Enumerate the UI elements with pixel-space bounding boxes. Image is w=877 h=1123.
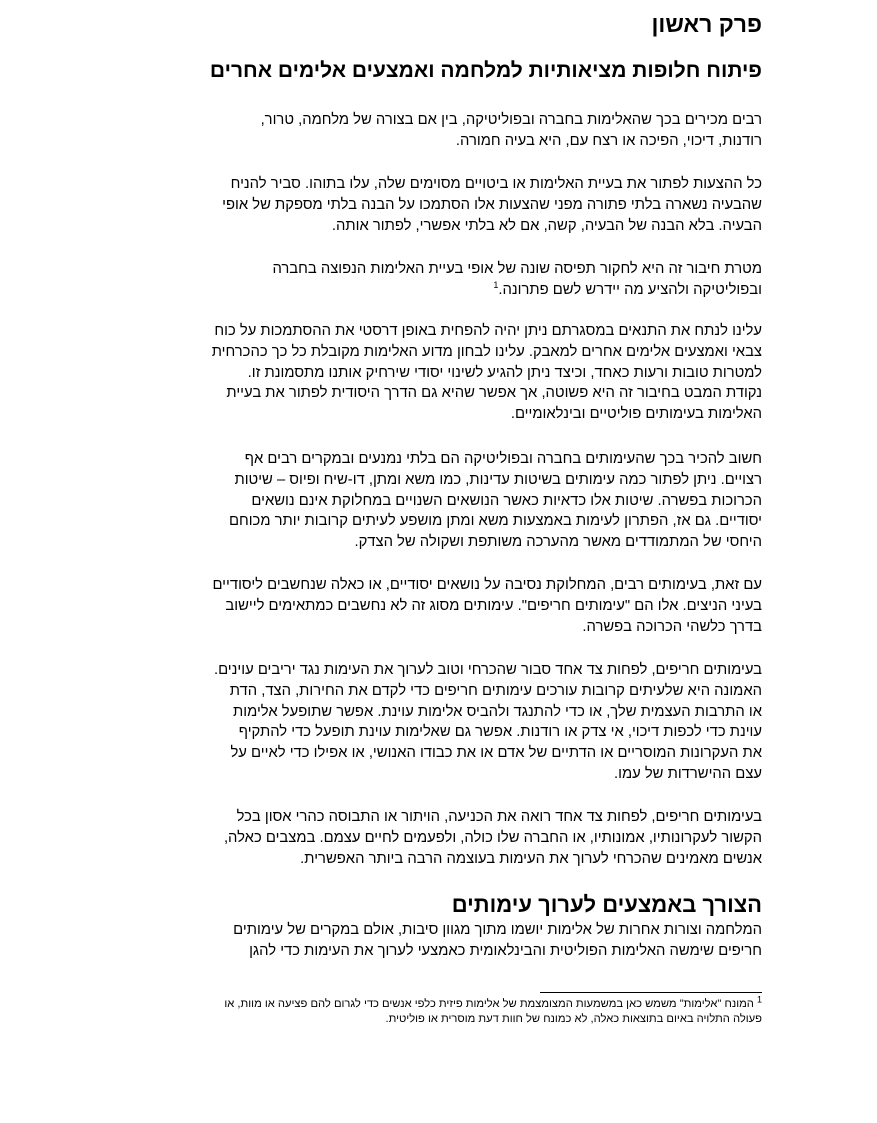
paragraph-line: אנשים מאמינים שהכרחי לערוך את העימות בעוצמה הרבה ביותר האפשרית. bbox=[300, 850, 762, 867]
paragraph-line: בעימותים חריפים, לפחות צד אחד רואה את הכניעה, הויתור או התבוסה כהרי אסון בכל bbox=[236, 809, 762, 825]
paragraph-line: האמונה היא שלעיתים קרובות עורכים עימותים חריפים כדי לקדם את החירות, הצד, הדת bbox=[229, 682, 762, 699]
paragraph-line: עלינו לנתח את התנאים במסגרתם ניתן יהיה להפחית באופן דרסטי את ההסתמכות על כוח bbox=[214, 323, 762, 339]
paragraph-line-text: ובפוליטיקה ולהציע מה יידרש לשם פתרונה. bbox=[498, 281, 762, 298]
chapter-label: פרק ראשון bbox=[651, 11, 762, 37]
footnote-separator bbox=[540, 992, 762, 993]
paragraph-2 bbox=[117, 174, 762, 236]
paragraph-8 bbox=[117, 807, 762, 869]
paragraph-4 bbox=[117, 321, 762, 425]
section-paragraph bbox=[117, 920, 762, 962]
paragraph-line: האלימות בעימותים פוליטיים ובינלאומיים. bbox=[510, 406, 762, 423]
paragraph-line bbox=[117, 280, 762, 301]
paragraph-line: צבאי ואמצעים אלימים אחרים למאבק. עלינו לבחון מדוע האלימות מקובלת כל כך כהכרחית bbox=[211, 343, 762, 360]
paragraph-3 bbox=[117, 259, 762, 301]
paragraph-line: היחסי של המתמודדים מאשר מהערכה משותפת ושקולה של הצדק. bbox=[354, 534, 762, 551]
paragraph-line: את העקרונות המוסריים או הדתיים של אדם או את כבודו האנושי, או אפילו כדי לאיים על bbox=[230, 745, 762, 762]
paragraph-7 bbox=[117, 660, 762, 785]
paragraph-line: רצויים. ניתן לפתור כמה עימותים בשיטות עדינות, כמו משא ומתן, דו-שיח ופיוס – שיטות bbox=[234, 471, 762, 488]
paragraph-line: רבים מכירים בכך שהאלימות בחברה ובפוליטיקה, בין אם בצורה של מלחמה, טרור, bbox=[260, 112, 762, 128]
paragraph-1 bbox=[117, 110, 762, 152]
footnote-reference: 1 bbox=[493, 279, 499, 290]
paragraph-line: כל ההצעות לפתור את בעיית האלימות או ביטויים מסוימים שלה, עלו בתוהו. סביר להניח bbox=[230, 176, 762, 192]
paragraph-line: או התרבות העצמית שלך, או כדי להתנגד ולהביס אלימות עוינת. אפשר שתופעל אלימות bbox=[233, 703, 762, 720]
footnote-line bbox=[122, 994, 762, 1012]
paragraph-line: רודנות, דיכוי, הפיכה או רצח עם, היא בעיה חמורה. bbox=[455, 132, 762, 149]
paragraph-line: חשוב להכיר בכך שהעימותים בחברה ובפוליטיקה הם בלתי נמנעים ובמקרים רבים אף bbox=[244, 451, 762, 467]
paragraph-line: עם זאת, בעימותים רבים, המחלוקת נסיבה על נושאים יסודיים, או כאלה שנחשבים ליסודיים bbox=[212, 577, 762, 593]
paragraph-line: עצם ההישרדות של עמו. bbox=[614, 765, 762, 782]
paragraph-line: למטרות טובות ורעות כאחד, וכיצד ניתן להגיע לשינוי יסודי שירחיק אותנו מתסמונת זו. bbox=[247, 364, 762, 381]
paragraph-line: עוינת כדי לכפות דיכוי, אי צדק או רודנות. אפשר גם שאלימות עוינת תופעל כדי להתקיף bbox=[238, 724, 762, 741]
paragraph-line: יסודיים. גם אז, הפתרון לעימות באמצעות משא ומתן מושפע לעיתים קרובות יותר מכוחם bbox=[228, 513, 762, 530]
paragraph-5 bbox=[117, 449, 762, 553]
paragraph-6 bbox=[117, 575, 762, 637]
footnote-number: 1 bbox=[756, 994, 762, 1005]
paragraph-line: בעימותים חריפים, לפחות צד אחד סבור שהכרחי וטוב לערוך את העימות נגד יריבים עוינים. bbox=[213, 662, 762, 678]
paragraph-line: נקודת המבט בחיבור זה היא פשוטה, אך אפשר שהיא גם הדרך היסודית לפתור את בעיית bbox=[226, 385, 762, 402]
footnote bbox=[122, 994, 762, 1027]
footnote-line: פעולה התלויה באיום בתוצאות כאלה, לא כמונח של חוות דעת מוסרית או פוליטית. bbox=[385, 1013, 762, 1025]
chapter-title: פיתוח חלופות מציאותיות למלחמה ואמצעים אלימים אחרים bbox=[209, 59, 762, 82]
paragraph-line: בעיני הניצים. אלו הם "עימותים חריפים". עימותים מסוג זה לא נחשבים כמתאימים ליישוב bbox=[225, 597, 762, 614]
footnote-text: המונח "אלימות" משמש כאן במשמעות המצומצמת של אלימות פיזית כלפי אנשים כדי לגרום להם פציעה או מוות, או bbox=[224, 998, 754, 1010]
paragraph-line: שהבעיה נשארה בלתי פתורה מפני שהצעות אלו הסתמכו על הבנה בלתי מספקת של אופי bbox=[222, 196, 762, 213]
paragraph-line: המלחמה וצורות אחרות של אלימות יושמו מתוך מגוון סיבות, אולם במקרים של עימותים bbox=[233, 922, 762, 938]
paragraph-line: בדרך כלשהי הכרוכה בפשרה. bbox=[582, 618, 762, 635]
paragraph-line: מטרת חיבור זה היא לחקור תפיסה שונה של אופי בעיית האלימות הנפוצה בחברה bbox=[272, 261, 762, 277]
section-heading: הצורך באמצעים לערוך עימותים bbox=[451, 892, 762, 917]
paragraph-line: הכרוכות בפשרה. שיטות אלו כדאיות כאשר הנושאים השנויים במחלוקת אינם נושאים bbox=[251, 492, 762, 509]
paragraph-line: הבעיה. בלא הבנה של הבעיה, קשה, אם לא בלתי אפשרי, לפתור אותה. bbox=[331, 217, 762, 234]
paragraph-line: הקשור לעקרונותיו, אמונותיו, או החברה שלו כולה, ולפעמים לחיים עצמם. במצבים כאלה, bbox=[223, 829, 762, 846]
paragraph-line: חריפים שימשה האלימות הפוליטית והבינלאומית כאמצעי לערוך את העימות כדי להגן bbox=[249, 942, 762, 959]
